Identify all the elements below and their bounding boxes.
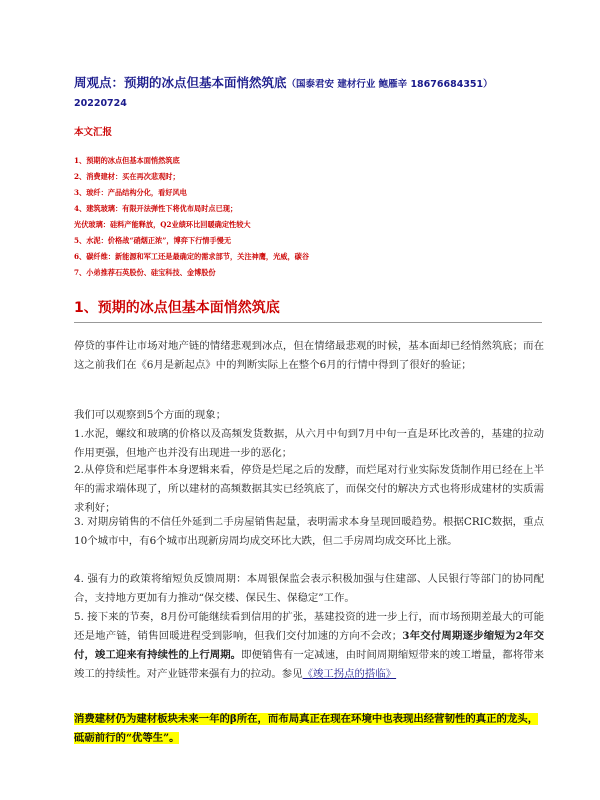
observation-2: 2.从停贷和烂尾事件本身逻辑来看，停贷是烂尾之后的发酵，而烂尾对行业实际发货制作用已经在上半年的需求端体现了，所以建材的高频数据其实已经筑底了，而保交付的解决方式也将形成建材的实质需求利好； [74, 464, 544, 514]
summary-item: 5、水泥：价格战“硝烟正浓”，博弈下行情手慢无 [74, 236, 232, 245]
summary-item: 2、消费建材：买在再次悲观时； [74, 172, 180, 181]
observation-4: 4. 强有力的政策将缩短负反馈周期：本周银保监会表示积极加强与住建部、人民银行等部门的协同配合，支持地方更加有力推动“保交楼、保民生、保稳定”工作。 [74, 573, 544, 604]
observation-5 [74, 608, 544, 684]
summary-item: 3、玻纤：产品结构分化，看好风电 [74, 188, 187, 197]
summary-item: 7、小弟推荐石英股份、硅宝科技、金博股份 [74, 268, 216, 277]
highlighted-text: 消费建材仍为建材板块未来一年的β所在，而布局真正在现在环境中也表现出经营韧性的真正的龙头，砥砺前行的“优等生”。 [74, 713, 539, 744]
document-title [74, 74, 574, 94]
summary-list [74, 153, 309, 281]
observation-5-text-a: 5. 接下来的节奏，8月份可能继续看到信用的扩张，基建投资的进一步上行，而市场预期差最大的可能还是地产链，销售回暖进程受到影响，但我们交付加速的方向不会改； [74, 611, 544, 642]
title-author-info: （国泰君安 建材行业 鲍雁辛 18676684351） [286, 79, 493, 90]
summary-item: 1、预期的冰点但基本面悄然筑底 [74, 156, 180, 165]
summary-item: 4、建筑玻璃：有限开法弹性下将优布局时点已现； [74, 204, 238, 213]
observations-intro: 我们可以观察到5个方面的现象； [74, 409, 227, 421]
observation-3: 3. 对期房销售的不信任外延到二手房屋销售起量，表明需求本身呈现回暖趋势。根据CRIC数据，重点10个城市中，有6个城市出现新房周均成交环比大跌，但二手房周均成交环比上涨。 [74, 516, 544, 547]
summary-item: 光伏玻璃：硅料产能释放，Q2业绩环比回暖确定性较大 [74, 220, 251, 229]
document-date: 20220724 [74, 98, 127, 109]
section-divider [74, 322, 542, 323]
highlight-conclusion [74, 710, 546, 748]
report-link[interactable]: 《竣工拐点的搭临》 [302, 668, 397, 680]
title-main: 周观点：预期的冰点但基本面悄然筑底 [74, 75, 287, 90]
paragraph-intro: 停贷的事件让市场对地产链的情绪悲观到冰点，但在情绪最悲观的时候，基本面却已经悄然筑底；而在这之前我们在《6月是新起点》中的判断实际上在整个6月的行情中得到了很好的验证； [74, 340, 544, 371]
section-heading: 1、预期的冰点但基本面悄然筑底 [74, 300, 280, 316]
summary-item: 6、碳纤维：新能源和军工还是最确定的需求部节，关注神鹰，光威，碳谷 [74, 252, 310, 261]
observation-5-bold: 3年交付周期逐步缩短为2年交付，竣工迎来有持续性的上行周期。 [74, 630, 544, 661]
observation-1: 1.水泥，螺纹和玻璃的价格以及高频发货数据，从六月中旬到7月中旬一直是环比改善的，基建的拉动作用更强，但地产也并没有出现进一步的恶化； [74, 428, 544, 459]
summary-heading: 本文汇报 [74, 127, 113, 138]
paragraph-observations [74, 406, 544, 463]
observation-5-text-b: 即便销售有一定减速，由时间周期缩短带来的竣工增量，都将带来竣工的持续性。对产业链带来强有力的拉动。参见 [74, 649, 545, 680]
